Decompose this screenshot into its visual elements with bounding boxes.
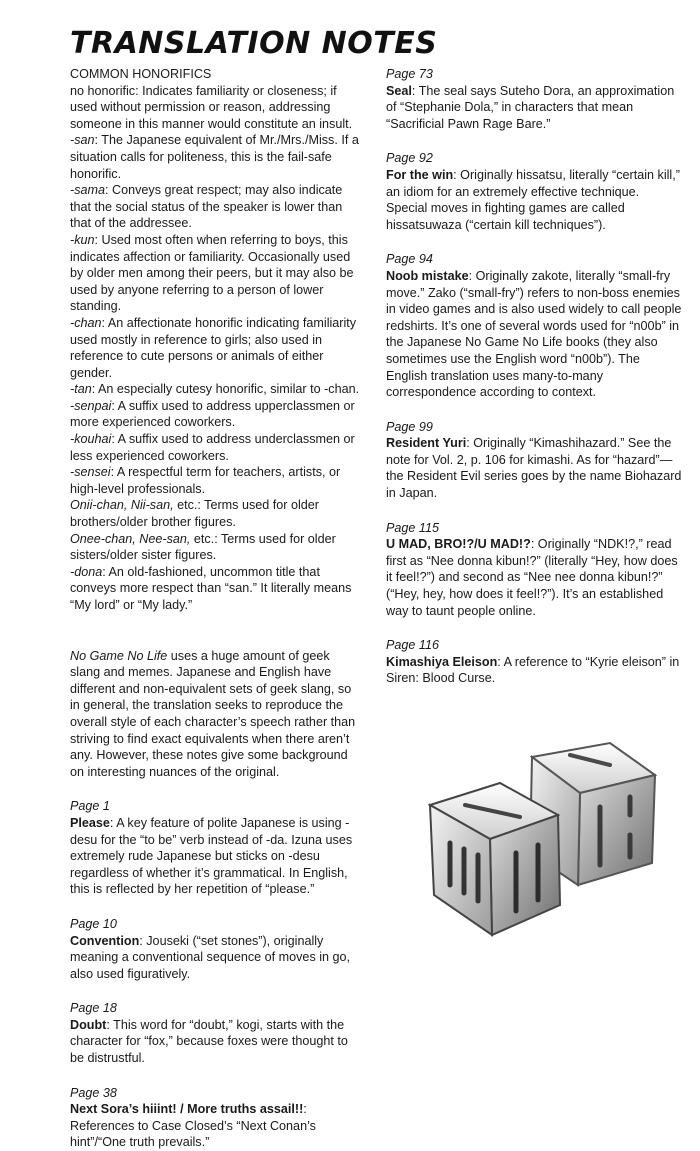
honorific-entry: -san: The Japanese equivalent of Mr./Mrs./Miss. If a situation calls for politeness, this is the fail-safe honorific. [70, 133, 359, 181]
honorific-entry: -kun: Used most often when referring to boys, this indicates affection or familiarity. Occasionally used by older men among their peers, but it may also be used by anyone referring to a person of lower standing. [70, 232, 354, 314]
honorific-entry: no honorific: Indicates familiarity or closeness; if used without permission or reason, addressing someone in this manner would constitute an insult. [70, 83, 353, 131]
honorific-term: -dona [70, 564, 103, 579]
note-block [386, 520, 682, 620]
note-text: : References to Case Closed’s “Next Conan’s hint”/“One truth prevails.” [70, 1102, 316, 1150]
left-column [70, 66, 362, 1151]
honorifics-heading: COMMON HONORIFICS [70, 67, 212, 81]
note-block [70, 1085, 362, 1151]
honorific-term: -kun [70, 232, 95, 247]
honorific-entry: -kouhai: A suffix used to address underclassmen or less experienced coworkers. [70, 432, 355, 463]
note-block [70, 798, 362, 898]
honorific-term: -chan [70, 315, 102, 330]
note-term: Convention [70, 933, 140, 948]
note-term: U MAD, BRO!?/U MAD!? [386, 537, 531, 552]
note-block [70, 1000, 362, 1066]
note-term: For the win [386, 167, 454, 182]
honorific-term: Onee-chan, Nee-san, [70, 531, 191, 546]
note-block [386, 150, 682, 233]
note-text: : The seal says Suteho Dora, an approximation of “Stephanie Dola,” in characters that mean “Sacrificial Pawn Rage Bare.” [386, 83, 675, 131]
page-title: TRANSLATION NOTES [70, 26, 438, 61]
note-page: Page 73 [386, 67, 433, 81]
note-block [70, 916, 362, 982]
note-term: Kimashiya Eleison [386, 654, 498, 669]
honorific-entry: -dona: An old-fashioned, uncommon title that conveys more respect than “san.” It literally means “My lord” or “My lady.” [70, 564, 352, 612]
book-title: No Game No Life [70, 648, 168, 663]
honorific-entry: -chan: An affectionate honorific indicating familiarity used mostly in reference to girls; also used in reference to cute persons or animals of either gender. [70, 315, 357, 380]
note-text: : Originally zakote, literally “small-fry move.” Zako (“small-fry”) refers to non-boss enemies in video games and is also used widely to call people redshirts. It’s one of several words used for “n00b” in the Japanese No Game No Life books (they also sometimes use the English word “n00b”). The English translation uses many-to-many correspondence according to context. [386, 268, 682, 400]
note-text: : A reference to “Kyrie eleison” in Siren: Blood Curse. [386, 654, 680, 686]
note-text: : Originally hissatsu, literally “certain kill,” an idiom for an extremely effective technique. Special moves in fighting games are called hissatsuwaza (“certain kill techniques”). [386, 167, 680, 232]
die-front [430, 783, 560, 935]
right-column [386, 66, 682, 687]
note-page: Page 115 [386, 520, 439, 535]
honorific-entry: -tan: An especially cutesy honorific, similar to -chan. [70, 382, 360, 397]
note-term: Noob mistake [386, 268, 469, 283]
note-term: Next Sora’s hiiint! / More truths assail!! [70, 1102, 304, 1117]
note-page: Page 116 [386, 638, 439, 653]
note-page: Page 99 [386, 419, 433, 434]
dice-illustration [420, 735, 670, 945]
honorific-term: -kouhai [70, 432, 112, 447]
note-page: Page 92 [386, 151, 433, 166]
note-text: : Originally “Kimashihazard.” See the note for Vol. 2, p. 106 for kimashi. As for “hazard”—the Resident Evil series goes by the name Biohazard in Japan. [386, 436, 682, 501]
honorific-term: Onii-chan, Nii-san, [70, 498, 174, 513]
note-term: Seal [386, 83, 412, 98]
note-term: Resident Yuri [386, 436, 467, 451]
honorific-entry: -senpai: A suffix used to address upperclassmen or more experienced coworkers. [70, 398, 355, 430]
intro-paragraph: No Game No Life uses a huge amount of geek slang and memes. Japanese and English have different and non-equivalent sets of geek slang, so in general, the translation seeks to reproduce the overall style of each character’s speech rather than striving to find exact equivalents when there aren’t any. However, these notes give some background on interesting nuances of the original. [70, 648, 356, 779]
honorific-entry: -sensei: A respectful term for teachers, artists, or high-level professionals. [70, 465, 341, 496]
honorific-term: -san [70, 133, 95, 148]
note-term: Please [70, 815, 110, 830]
note-page: Page 1 [70, 799, 110, 814]
note-text: : Jouseki (“set stones”), originally meaning a conventional sequence of moves in go, also used figuratively. [70, 933, 351, 981]
note-text: : This word for “doubt,” kogi, starts with the character for “fox,” because foxes were thought to be distrustful. [70, 1017, 348, 1066]
note-text: : A key feature of polite Japanese is using -desu for the “to be” verb instead of -da. Izuna uses extremely rude Japanese but sticks on -desu regardless of whether it’s grammatical. In English, this is reflected by her repetition of “please.” [70, 815, 353, 897]
note-term: Doubt [70, 1017, 107, 1032]
note-block [386, 637, 682, 687]
honorific-term: no honorific [70, 83, 136, 98]
note-text: : Originally “NDK!?,” read first as “Nee donna kibun!?” (literally “Hey, how does it feel!?”) and second as “Nee nee donna kibun!?” (“Hey, hey, how does it feel!?”). It’s an established way to taunt people online. [386, 537, 678, 618]
honorific-term: -sensei [70, 465, 111, 480]
honorific-term: -sama [70, 183, 105, 198]
note-block [386, 251, 682, 400]
honorifics-section [70, 66, 362, 614]
honorific-entry: Onee-chan, Nee-san, etc.: Terms used for older sisters/older sister figures. [70, 531, 336, 563]
honorific-entry: Onii-chan, Nii-san, etc.: Terms used for older brothers/older brother figures. [70, 498, 319, 530]
note-page: Page 18 [70, 1001, 117, 1016]
note-page: Page 10 [70, 916, 117, 931]
note-page: Page 94 [386, 252, 433, 267]
honorific-term: -tan [70, 382, 92, 397]
honorific-entry: -sama: Conveys great respect; may also indicate that the social status of the speaker is lower than that of the addressee. [70, 183, 343, 231]
note-block [386, 419, 682, 502]
note-page: Page 38 [70, 1085, 117, 1100]
honorific-term: -senpai [70, 398, 112, 413]
note-block [386, 66, 682, 132]
